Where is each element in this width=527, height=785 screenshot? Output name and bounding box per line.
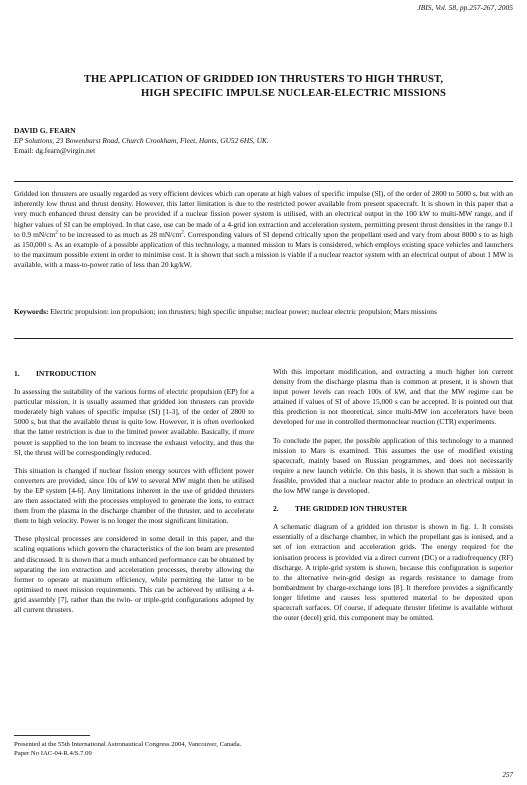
paragraph: This situation is changed if nuclear fission energy sources with efficient power converters are provided, since 10s of kW to several MW might then be utilised by the EP system [4-6]. Any limitations inherent in the use of gridded thrusters are then associated with the processes employed to generate the ions, to extract them from the plasma in the discharge chamber of the thruster, and to accelerate them to high velocity. Power is no longer the most significant limitation.: [14, 465, 254, 526]
keywords-label: Keywords:: [14, 307, 49, 316]
right-column: [273, 367, 513, 631]
paragraph: A schematic diagram of a gridded ion thruster is shown in fig. 1. It consists essentially of a discharge chamber, in which the propellant gas is ionised, and a set of ion extraction and acceleration grids. The energy required for the ionisation process is provided via a direct current (DC) or a radiofrequency (RF) discharge. A triple-grid system is shown, because this configuration is superior to the alternative twin-grid design as regards resistance to damage from bombardment by charge-exchange ions [8]. It therefore provides a significantly longer lifetime and causes less sputtered material to be deposited upon spacecraft surfaces. Of course, if adequate thruster lifetime is available without the outer (decel) grid, this component may be omitted.: [273, 522, 513, 623]
journal-reference: JBIS, Vol. 58, pp.257-267, 2005: [417, 3, 513, 12]
section-title: INTRODUCTION: [36, 369, 97, 378]
abstract-part-2: to be increased to as much as 28 mN/cm: [57, 229, 182, 239]
section-heading-gridded-ion-thruster: [273, 504, 513, 514]
author-affiliation: EP Solutions, 23 Bowenhurst Road, Church Crookham, Fleet, Hants, GU52 6HS, UK.: [14, 136, 269, 145]
title-line-1: THE APPLICATION OF GRIDDED ION THRUSTERS TO HIGH THRUST,: [83, 74, 444, 85]
left-column: [14, 369, 254, 623]
section-number: 1.: [14, 369, 20, 378]
divider-bottom: [14, 338, 513, 339]
paragraph: With this important modification, and extracting a much higher ion current density from the discharge plasma than is common at present, it is shown that input power levels can reach 100s of kW, and that the MW regime can be attained if values of SI of above 15,000 s can be accepted. It is pointed out that this prediction is not theoretical, since multi-MW ion accelerators have been developed for use in controlled thermonuclear reaction (CTR) experiments.: [273, 367, 513, 427]
paragraph: These physical processes are considered in some detail in this paper, and the scaling equations which govern the characteristics of the ion beam are presented and discussed. It is shown that a much enhanced performance can be obtained by separating the ion extraction and acceleration processes, thereby allowing the former to operate at maximum efficiency, while permitting the latter to be optimised to meet mission requirements. This can be achieved by utilising a 4-grid assembly [7], rather than the twin- or triple-grid configurations adopted by all current thrusters.: [14, 534, 254, 614]
author-name: DAVID G. FEARN: [14, 126, 76, 135]
abstract-sup-2: 2: [181, 230, 184, 236]
abstract-sup-1: 2: [55, 230, 58, 236]
section-title: THE GRIDDED ION THRUSTER: [295, 504, 408, 514]
abstract-part-1: Gridded ion thrusters are usually regarded as very efficient devices which can operate at high values of specific impulse (SI), of the order of 2800 to 5000 s, but with an inherently low thrust and thrust density. However, this latter limitation is due to the restricted power available from present spacecraft. It is shown in this paper that a very much enhanced thrust density can be provided if a nuclear fission power system is utilised, with an electrical output in the 100 kW to multi-MW range, and if higher values of SI can be employed. In that case, use can be made of a 4-grid ion extraction and acceleration system, permitting present thrust densities in the range 0.1 to 0.9 mN/cm: [14, 189, 513, 239]
abstract: [14, 189, 513, 271]
divider-top: [14, 181, 513, 182]
section-number: 2.: [273, 504, 279, 514]
keywords-text: Electric propulsion: ion propulsion; ion thrusters; high specific impulse; nuclear power; nuclear electric propulsion; Mars missions: [48, 307, 437, 316]
footnote-divider: [14, 735, 90, 736]
author-block: [14, 126, 269, 156]
keywords: [14, 307, 513, 317]
paragraph: To conclude the paper, the possible application of this technology to a manned mission to Mars is examined. This assumes the use of modified existing spacecraft, mainly based on Russian programmes, and does not necessarily require a new launch vehicle. On this basis, it is shown that such a mission is feasible, provided that a nuclear reactor able to produce an electrical output in the low MW range is developed.: [273, 435, 513, 496]
section-heading-introduction: [14, 369, 254, 379]
page-number: 257: [502, 771, 513, 779]
title-line-2: HIGH SPECIFIC IMPULSE NUCLEAR-ELECTRIC MISSIONS: [141, 88, 446, 99]
footnote: Presented at the 55th International Astronautical Congress 2004, Vancouver, Canada. Paper No IAC-04-R.4/S.7.09: [14, 741, 242, 757]
author-email: Email: dg.fearn@virgin.net: [14, 146, 96, 155]
abstract-part-3: . Corresponding values of SI depend critically upon the propellant used and vary from about 8000 s to as high as 150,000 s. As an example of a possible application of this technology, a manned mission to Mars is considered, which employs existing space vehicles and launchers to the maximum possible extent in order to minimise cost. It is shown that such a mission is viable if a nuclear reactor system with an electrical output of about 1 MW is available, with a mass-to-power ratio of less than 20 kg/kW.: [14, 229, 513, 270]
paper-title: [0, 73, 527, 101]
paragraph: In assessing the suitability of the various forms of electric propulsion (EP) for a particular mission, it is usually assumed that gridded ion thrusters can provide moderately high values of specific impulse (SI) [1-3], of the order of 2800 to 5000 s, but that the available thrust is quite low. However, it is often overlooked that the latter restriction is due to the limited power available. Basically, if more power is supplied to the ion beam to increase the exhaust velocity, and thus the SI, the thrust will be correspondingly reduced.: [14, 387, 254, 457]
